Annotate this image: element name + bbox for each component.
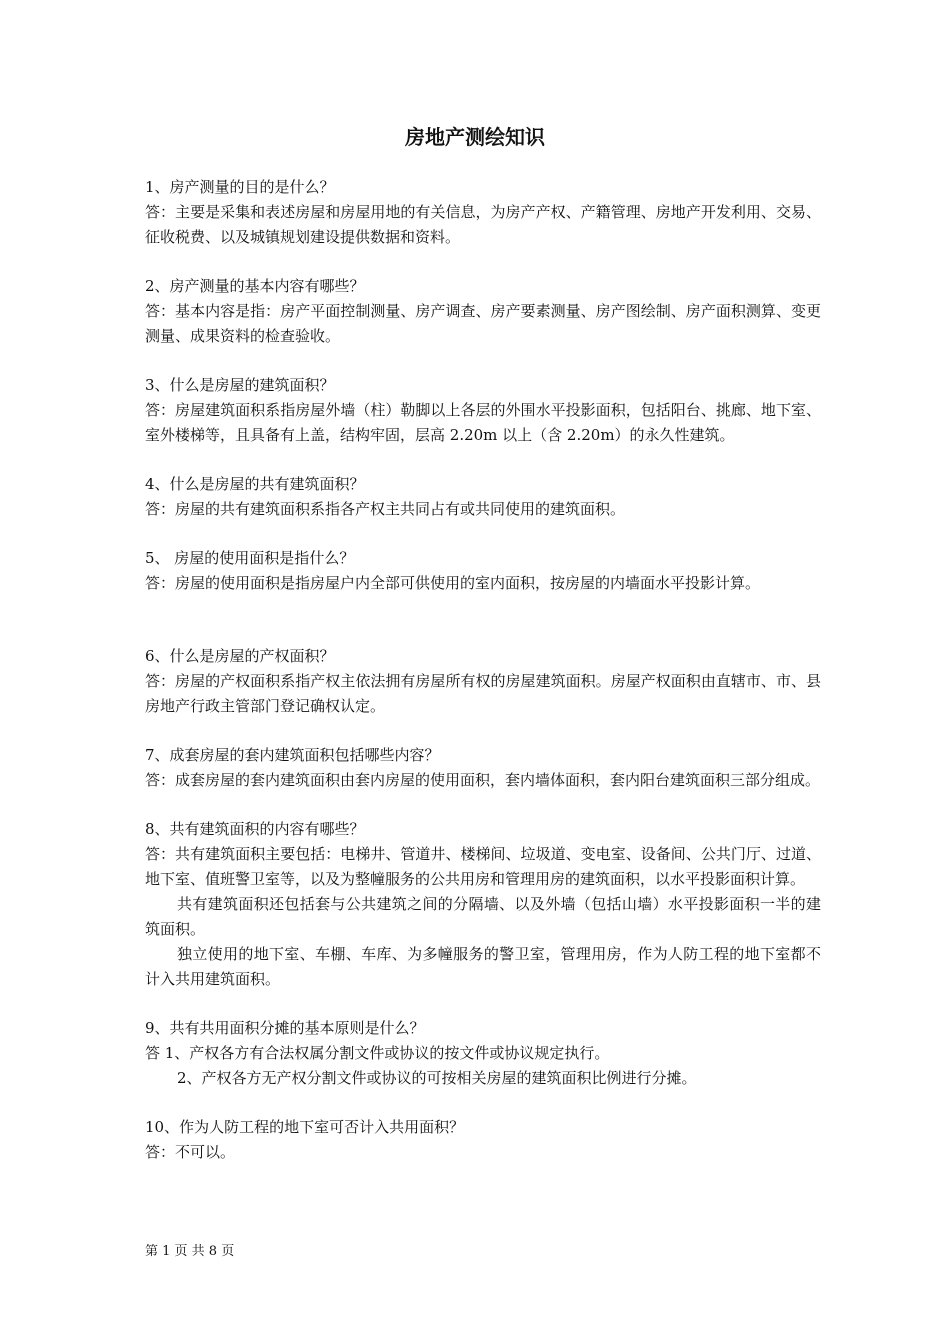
question-3: 3、什么是房屋的建筑面积？ xyxy=(145,376,335,394)
answer-1: 答：主要是采集和表述房屋和房屋用地的有关信息，为房产产权、产籍管理、房地产开发利用、交易、征收税费、以及城镇规划建设提供数据和资料。 xyxy=(145,203,821,246)
question-10: 10、作为人防工程的地下室可否计入共用面积？ xyxy=(145,1118,465,1136)
question-7: 7、成套房屋的套内建筑面积包括哪些内容？ xyxy=(145,746,440,764)
answer-8: 答：共有建筑面积主要包括：电梯井、管道井、楼梯间、垃圾道、变电室、设备间、公共门厅、过道、地下室、值班警卫室等，以及为整幢服务的公共用房和管理用房的建筑面积，以水平投影面积计算。 xyxy=(145,845,821,888)
qa-item-8 xyxy=(145,817,821,992)
qa-item-3 xyxy=(145,373,821,448)
qa-item-9 xyxy=(145,1016,821,1091)
question-9: 9、共有共用面积分摊的基本原则是什么？ xyxy=(145,1019,425,1037)
answer-9: 答 1、产权各方有合法权属分割文件或协议的按文件或协议规定执行。 xyxy=(145,1044,610,1062)
qa-item-10 xyxy=(145,1115,821,1165)
question-8: 8、共有建筑面积的内容有哪些？ xyxy=(145,820,365,838)
question-6: 6、什么是房屋的产权面积？ xyxy=(145,647,335,665)
answer-8-paragraph-2: 共有建筑面积还包括套与公共建筑之间的分隔墙、以及外墙（包括山墙）水平投影面积一半的建筑面积。 xyxy=(145,895,821,938)
answer-6: 答：房屋的产权面积系指产权主依法拥有房屋所有权的房屋建筑面积。房屋产权面积由直辖市、市、县房地产行政主管部门登记确权认定。 xyxy=(145,672,821,715)
qa-item-2 xyxy=(145,274,821,349)
qa-list xyxy=(145,175,821,1189)
qa-item-1 xyxy=(145,175,821,250)
answer-4: 答：房屋的共有建筑面积系指各产权主共同占有或共同使用的建筑面积。 xyxy=(145,500,626,518)
answer-2: 答：基本内容是指：房产平面控制测量、房产调查、房产要素测量、房产图绘制、房产面积测算、变更测量、成果资料的检查验收。 xyxy=(145,302,821,345)
question-4: 4、什么是房屋的共有建筑面积？ xyxy=(145,475,365,493)
answer-5: 答：房屋的使用面积是指房屋户内全部可供使用的室内面积，按房屋的内墙面水平投影计算。 xyxy=(145,574,761,592)
qa-item-4 xyxy=(145,472,821,522)
question-1: 1、房产测量的目的是什么？ xyxy=(145,178,335,196)
qa-item-5 xyxy=(145,546,821,596)
qa-item-6 xyxy=(145,644,821,719)
answer-8-paragraph-3: 独立使用的地下室、车棚、车库、为多幢服务的警卫室，管理用房，作为人防工程的地下室都不计入共用建筑面积。 xyxy=(145,945,821,988)
question-2: 2、房产测量的基本内容有哪些？ xyxy=(145,277,365,295)
answer-9-item-2: 2、产权各方无产权分割文件或协议的可按相关房屋的建筑面积比例进行分摊。 xyxy=(177,1069,697,1087)
answer-10: 答：不可以。 xyxy=(145,1143,236,1161)
document-title: 房地产测绘知识 xyxy=(405,125,545,149)
answer-3: 答：房屋建筑面积系指房屋外墙（柱）勒脚以上各层的外围水平投影面积，包括阳台、挑廊、地下室、室外楼梯等，且具备有上盖，结构牢固，层高 2.20m 以上（含 2.20m）的永久性建筑。 xyxy=(145,401,821,444)
page-footer: 第 1 页 共 8 页 xyxy=(145,1244,235,1259)
answer-7: 答：成套房屋的套内建筑面积由套内房屋的使用面积，套内墙体面积，套内阳台建筑面积三部分组成。 xyxy=(145,771,821,789)
qa-item-7 xyxy=(145,743,821,793)
question-5: 5、 房屋的使用面积是指什么？ xyxy=(145,549,355,567)
